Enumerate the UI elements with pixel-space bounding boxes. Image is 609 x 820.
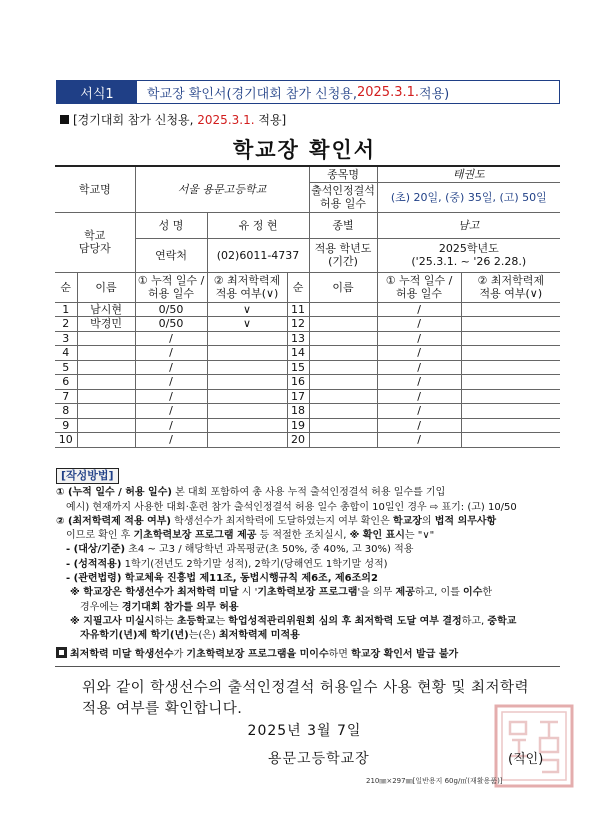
row-no: 3 <box>55 331 77 346</box>
attendance-label-line2: 허용 일수 <box>320 197 367 210</box>
warning-a: 최저학력 미달 학생선수 <box>70 648 174 660</box>
student-name <box>77 389 135 404</box>
min-academic-check: ∨ <box>207 317 287 332</box>
criteria-law-label: - (관련법령) <box>66 573 122 585</box>
instructions-label: [작성방법] <box>56 468 119 484</box>
contact-label-line1: 학교 <box>84 229 106 242</box>
confirmation-table <box>55 165 560 448</box>
note-2-a: ※ 지필고사 미실시 <box>70 615 155 627</box>
note-1 <box>56 586 561 600</box>
header-title-text: 학교장 확인서(경기대회 참가 신청용, <box>147 86 357 102</box>
note-2-b: 하는 <box>154 615 177 627</box>
note-2-line2 <box>56 629 561 643</box>
attendance-allowed-value: (초) 20일, (중) 35일, (고) 50일 <box>377 182 560 212</box>
criteria-grades <box>56 558 561 572</box>
col-days-header-right-line1: ① 누적 일수 / <box>385 274 453 287</box>
seal-label: (직인) <box>508 752 544 767</box>
min-academic-check <box>461 302 560 317</box>
student-name <box>77 404 135 419</box>
student-name: 남시현 <box>77 302 135 317</box>
person-name-label: 성 명 <box>135 212 207 238</box>
row-no: 19 <box>287 418 309 433</box>
instruction-1-text: 본 대회 포함하여 총 사용 누적 출석인정결석 허용 일수를 기입 <box>171 487 446 499</box>
document-title: 학교장 확인서 <box>232 138 377 162</box>
note-1-h: 한 <box>482 587 493 599</box>
min-academic-check <box>461 404 560 419</box>
min-academic-check <box>461 317 560 332</box>
category-label: 종별 <box>309 212 377 238</box>
category-value: 남고 <box>377 212 560 238</box>
roster-row <box>55 360 560 375</box>
student-name <box>309 360 377 375</box>
sport-value: 태권도 <box>377 166 560 182</box>
min-academic-check <box>461 418 560 433</box>
min-academic-check <box>461 360 560 375</box>
row-no: 14 <box>287 346 309 361</box>
confirmation-statement: 위와 같이 학생선수의 출석인정결석 허용일수 사용 현황 및 최저학력 적용 여부를 확인합니다. <box>82 680 530 717</box>
note-1-f: 하고, 이를 <box>414 587 464 599</box>
col-min-header-right-line1: ② 최저학력제 <box>477 274 545 287</box>
absence-days: / <box>135 433 207 448</box>
absence-days: / <box>135 375 207 390</box>
sign-date: 2025년 3월 7일 <box>247 723 362 739</box>
warning-e: 학교장 확인서 발급 불가 <box>351 648 459 660</box>
note-2-line2-a: 자유학기(년)제 학기(년) <box>80 630 189 642</box>
absence-days: / <box>377 302 461 317</box>
apply-year-value-line1: 2025학년도 <box>438 242 499 255</box>
instructions-section <box>56 468 561 662</box>
student-name <box>77 433 135 448</box>
col-min-header-line2: 적용 여부(∨) <box>215 287 279 300</box>
instruction-item-2 <box>56 515 561 529</box>
criteria-grades-label: - (성적적용) <box>66 558 122 570</box>
absence-days: 0/50 <box>135 302 207 317</box>
absence-days: / <box>377 346 461 361</box>
instruction-2-line2-c: 등 적절한 조치실시, <box>256 530 350 542</box>
note-1-c: 기초학력보장 프로그램 <box>257 587 358 599</box>
min-academic-check <box>207 433 287 448</box>
col-min-header-right <box>461 272 560 302</box>
col-min-header <box>207 272 287 302</box>
min-academic-check <box>207 331 287 346</box>
absence-days: / <box>377 404 461 419</box>
instruction-2-heading: ② (최저학력제 적용 여부) <box>56 515 171 527</box>
roster-row <box>55 433 560 448</box>
student-name <box>309 418 377 433</box>
row-no: 6 <box>55 375 77 390</box>
instruction-2-particle: 의 <box>421 515 435 527</box>
student-name <box>309 317 377 332</box>
box-bullet-icon <box>56 647 67 658</box>
phone-label: 연락처 <box>135 238 207 272</box>
row-no: 10 <box>55 433 77 448</box>
form-header-title <box>137 81 559 103</box>
note-1-line2-b: 경기대회 참가를 의무 허용 <box>121 601 239 613</box>
student-name <box>309 302 377 317</box>
criteria-target-text: 초4 ~ 고3 / 해당학년 과목평균(초 50%, 중 40%, 고 30%) 적용 <box>125 544 414 556</box>
absence-days: / <box>135 404 207 419</box>
roster-row <box>55 331 560 346</box>
col-days-header-line1: ① 누적 일수 / <box>137 274 205 287</box>
instruction-2-line2-mark: ※ 확인 표시 <box>349 530 405 542</box>
instruction-1-example: 예시) 현재까지 사용한 대회·훈련 참가 출석인정결석 허용 일수 총합이 10일인 경우 ⇨ 표기: (고) 10/50 <box>66 501 517 513</box>
student-name <box>309 375 377 390</box>
contact-label-line2: 담당자 <box>78 242 111 255</box>
absence-days: / <box>377 389 461 404</box>
row-no: 16 <box>287 375 309 390</box>
subheading <box>60 111 286 128</box>
min-academic-check <box>461 346 560 361</box>
warning-b: 가 <box>173 648 187 660</box>
absence-days: 0/50 <box>135 317 207 332</box>
criteria-law-text: 학교체육 진흥법 제11조, 동법시행규칙 제6조, 제6조의2 <box>121 573 378 585</box>
min-academic-check <box>207 375 287 390</box>
row-no: 4 <box>55 346 77 361</box>
student-name <box>309 389 377 404</box>
student-name <box>77 360 135 375</box>
header-title-date: 2025.3.1. <box>356 84 420 100</box>
row-no: 8 <box>55 404 77 419</box>
paper-spec-footer: 210㎜×297㎜[일반용지 60g/㎡(재활용품)] <box>366 777 503 785</box>
absence-days: / <box>377 331 461 346</box>
min-academic-check: ∨ <box>207 302 287 317</box>
school-principal: 용문고등학교장 <box>268 751 370 767</box>
warning-d: 하면 <box>328 648 352 660</box>
criteria-grades-text: 1학기(전년도 2학기말 성적), 2학기(당해연도 1학기말 성적) <box>121 558 388 570</box>
student-name <box>309 404 377 419</box>
criteria-law <box>56 572 561 586</box>
note-1-b: 시 ' <box>238 587 258 599</box>
warning-line <box>56 647 561 662</box>
subheading-suffix: 적용] <box>254 113 287 127</box>
note-1-line2-a: 경우에는 <box>80 601 122 613</box>
col-min-header-right-line2: 적용 여부(∨) <box>479 287 543 300</box>
note-1-g: 이수 <box>463 587 483 599</box>
absence-days: / <box>135 346 207 361</box>
note-2-line2-b: 는(은) <box>188 630 220 642</box>
instruction-2-principal: 학교장 <box>392 515 422 527</box>
roster-row <box>55 418 560 433</box>
roster-row <box>55 375 560 390</box>
form-tag: 서식1 <box>57 81 137 103</box>
roster-header-row <box>55 272 560 302</box>
warning-c: 기초학력보장 프로그램을 미이수 <box>186 648 329 660</box>
note-1-line2 <box>56 601 561 615</box>
row-no: 1 <box>55 302 77 317</box>
note-2-g: 중학교 <box>487 615 517 627</box>
min-academic-check <box>461 433 560 448</box>
phone-value: (02)6011-4737 <box>207 238 309 272</box>
roster-row <box>55 317 560 332</box>
student-name <box>77 331 135 346</box>
min-academic-check <box>461 389 560 404</box>
instruction-2-line2-a: 이므로 확인 후 <box>66 530 134 542</box>
note-2 <box>56 615 561 629</box>
absence-days: / <box>135 331 207 346</box>
col-no-header-right: 순 <box>287 272 309 302</box>
sport-label: 종목명 <box>309 166 377 182</box>
student-name <box>309 433 377 448</box>
apply-year-label-line1: 적용 학년도 <box>314 242 372 255</box>
student-name <box>309 331 377 346</box>
row-no: 7 <box>55 389 77 404</box>
row-no: 15 <box>287 360 309 375</box>
absence-days: / <box>377 418 461 433</box>
attendance-label-line1: 출석인정결석 <box>311 184 375 197</box>
row-no: 2 <box>55 317 77 332</box>
instruction-2-line2 <box>56 529 561 543</box>
min-academic-check <box>207 389 287 404</box>
criteria-target <box>56 543 561 557</box>
instruction-2-legal-duty: 법적 의무사항 <box>434 515 497 527</box>
instruction-2-line2-program: 기초학력보장 프로그램 제공 <box>133 530 257 542</box>
absence-days: / <box>377 375 461 390</box>
subheading-text: [경기대회 참가 신청용, <box>73 113 198 127</box>
note-1-e: 제공 <box>395 587 415 599</box>
square-bullet-icon <box>60 115 69 124</box>
student-name <box>77 418 135 433</box>
header-title-suffix: 적용) <box>419 86 450 102</box>
form-header <box>56 80 560 104</box>
row-no: 17 <box>287 389 309 404</box>
col-name-header-right: 이름 <box>309 272 377 302</box>
row-no: 20 <box>287 433 309 448</box>
roster-row <box>55 389 560 404</box>
note-2-c: 초등학교 <box>176 615 216 627</box>
roster-row <box>55 302 560 317</box>
note-2-f: 하고, <box>461 615 488 627</box>
row-no: 13 <box>287 331 309 346</box>
absence-days: / <box>377 317 461 332</box>
note-2-line2-c: 최저학력제 미적용 <box>219 630 300 642</box>
row-no: 5 <box>55 360 77 375</box>
absence-days: / <box>135 360 207 375</box>
note-1-d: '을 의무 <box>357 587 396 599</box>
official-seal-stamp <box>490 700 578 792</box>
absence-days: / <box>377 360 461 375</box>
person-name-value: 유 정 현 <box>207 212 309 238</box>
instruction-2-line2-e: 는 "∨" <box>404 530 435 542</box>
student-name: 박경민 <box>77 317 135 332</box>
school-name-label: 학교명 <box>55 166 135 212</box>
student-name <box>77 375 135 390</box>
criteria-target-label: - (대상/기준) <box>66 544 126 556</box>
subheading-date: 2025.3.1. <box>197 113 255 127</box>
divider <box>55 666 560 667</box>
note-1-a: ※ 학교장은 학생선수가 최저학력 미달 <box>70 587 239 599</box>
note-2-e: 학업성적관리위원회 심의 후 최저학력 도달 여부 결정 <box>228 615 462 627</box>
row-no: 18 <box>287 404 309 419</box>
col-days-header-line2: 허용 일수 <box>148 287 195 300</box>
absence-days: / <box>135 389 207 404</box>
apply-year-value <box>377 238 560 272</box>
note-2-d: 는 <box>215 615 229 627</box>
instruction-2-text: 학생선수가 최저학력에 도달하였는지 여부 확인은 <box>171 515 393 527</box>
col-name-header: 이름 <box>77 272 135 302</box>
min-academic-check <box>461 331 560 346</box>
student-name <box>309 346 377 361</box>
col-no-header: 순 <box>55 272 77 302</box>
min-academic-check <box>207 418 287 433</box>
col-days-header-right-line2: 허용 일수 <box>396 287 443 300</box>
min-academic-check <box>461 375 560 390</box>
instruction-1-heading: ① (누적 일수 / 허용 일수) <box>56 487 172 499</box>
col-days-header-right <box>377 272 461 302</box>
roster-row <box>55 404 560 419</box>
attendance-label <box>309 182 377 212</box>
row-no: 9 <box>55 418 77 433</box>
absence-days: / <box>135 418 207 433</box>
row-no: 12 <box>287 317 309 332</box>
min-academic-check <box>207 404 287 419</box>
roster-body <box>55 302 560 447</box>
school-name-value: 서울 용문고등학교 <box>135 166 309 212</box>
roster-row <box>55 346 560 361</box>
col-min-header-line1: ② 최저학력제 <box>213 274 281 287</box>
student-name <box>77 346 135 361</box>
min-academic-check <box>207 360 287 375</box>
col-days-header <box>135 272 207 302</box>
apply-year-label-line2: (기간) <box>328 255 358 268</box>
apply-year-label <box>309 238 377 272</box>
row-no: 11 <box>287 302 309 317</box>
contact-label <box>55 212 135 272</box>
absence-days: / <box>377 433 461 448</box>
apply-year-value-line2: ('25.3.1. ~ '26 2.28.) <box>411 255 527 268</box>
instruction-item-1 <box>56 486 561 500</box>
min-academic-check <box>207 346 287 361</box>
